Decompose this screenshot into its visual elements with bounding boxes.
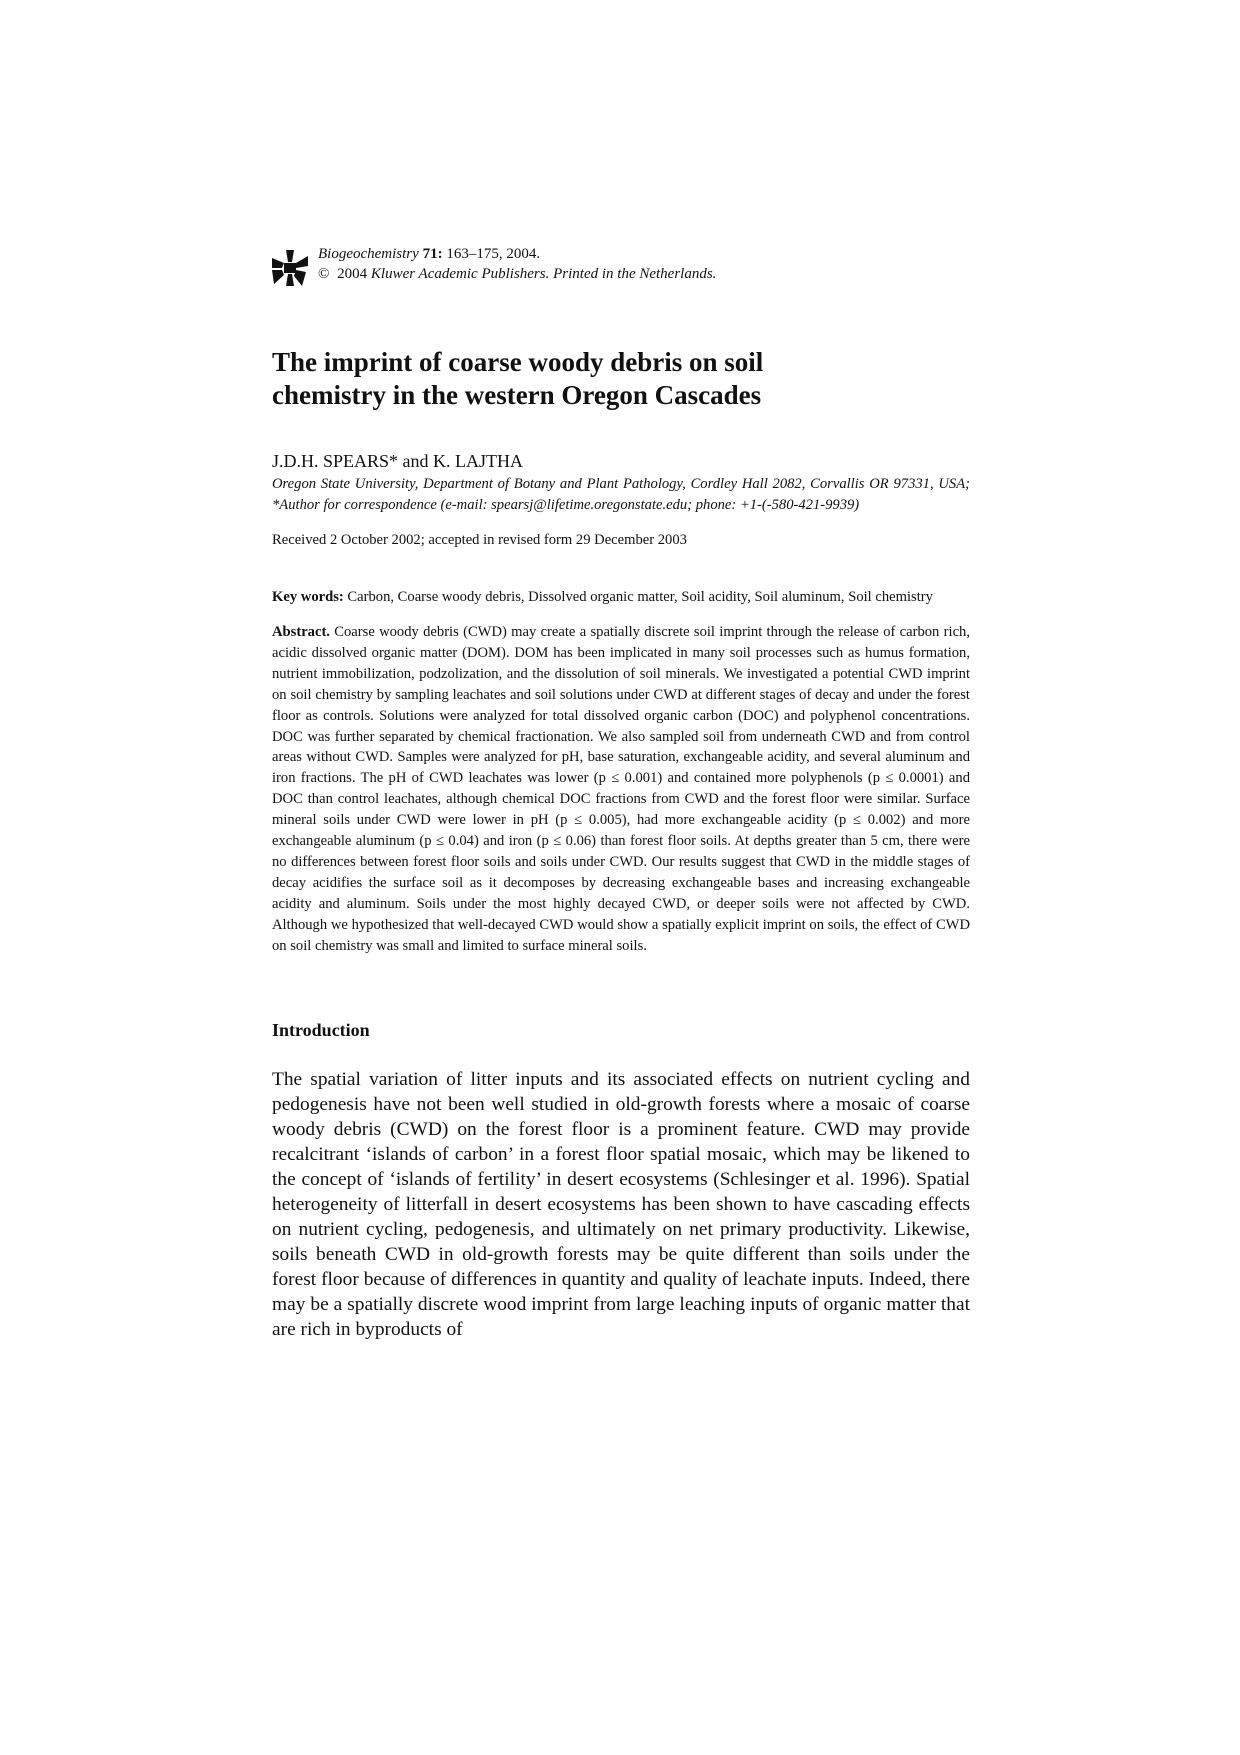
keywords	[272, 587, 970, 608]
author-list: J.D.H. SPEARS* and K. LAJTHA	[272, 451, 524, 471]
journal-pages-year: 163–175, 2004.	[442, 246, 541, 262]
copyright-line	[318, 264, 716, 284]
journal-volume: 71:	[422, 246, 443, 262]
introduction-paragraph: The spatial variation of litter inputs and its associated effects on nutrient cycling and pedogenesis have not been well studied in old-growth forests where a mosaic of coarse woody debris (CWD) on the forest floor is a prominent feature. CWD may provide recalcitrant ‘islands of carbon’ in a forest floor spatial mosaic, which may be likened to the concept of ‘islands of fertility’ in desert ecosystems (Schlesinger et al. 1996). Spatial heterogeneity of litterfall in desert ecosystems has been shown to have cascading effects on nutrient cycling, pedogenesis, and ultimately on net primary productivity. Likewise, soils beneath CWD in old-growth forests may be quite different than soils under the forest floor because of differences in quantity and quality of leachate inputs. Indeed, there may be a spatially discrete wood imprint from large leaching inputs of organic matter that are rich in byproducts of	[272, 1068, 970, 1340]
keywords-text: Carbon, Coarse woody debris, Dissolved organic matter, Soil acidity, Soil aluminum, Soil chemistry	[343, 589, 933, 605]
publisher-line: Kluwer Academic Publishers. Printed in the Netherlands.	[370, 266, 717, 282]
copyright-year: 2004	[333, 266, 371, 282]
citation-line	[318, 244, 716, 264]
journal-header	[272, 244, 970, 304]
journal-name: Biogeochemistry	[318, 246, 419, 262]
keywords-label: Key words:	[272, 589, 344, 605]
journal-citation	[318, 244, 716, 284]
abstract-text: Coarse woody debris (CWD) may create a spatially discrete soil imprint through the release of carbon rich, acidic dissolved organic matter (DOM). DOM has been implicated in many soil processes such as humus formation, nutrient immobilization, podzolization, and the dissolution of soil minerals. We investigated a potential CWD imprint on soil chemistry by sampling leachates and soil solutions under CWD at different stages of decay and under the forest floor as controls. Solutions were analyzed for total dissolved organic carbon (DOC) and polyphenol concentrations. DOC was further separated by chemical fractionation. We also sampled soil from underneath CWD and from control areas without CWD. Samples were analyzed for pH, base saturation, exchangeable acidity, and several aluminum and iron fractions. The pH of CWD leachates was lower (p ≤ 0.001) and contained more polyphenols (p ≤ 0.0001) and DOC than control leachates, although chemical DOC fractions from CWD and the forest floor were similar. Surface mineral soils under CWD were lower in pH (p ≤ 0.005), had more exchangeable acidity (p ≤ 0.002) and more exchangeable aluminum (p ≤ 0.04) and iron (p ≤ 0.06) than forest floor soils. At depths greater than 5 cm, there were no differences between forest floor soils and soils under CWD. Our results suggest that CWD in the middle stages of decay acidifies the surface soil as it decomposes by decreasing exchangeable bases and increasing exchangeable acidity and aluminum. Soils under the most highly decayed CWD, or deeper soils were not affected by CWD. Although we hypothesized that well-decayed CWD would show a spatially explicit imprint on soils, the effect of CWD on soil chemistry was small and limited to surface mineral soils.	[272, 624, 970, 954]
author-affiliation: Oregon State University, Department of Botany and Plant Pathology, Cordley Hall 2082, Corvallis OR 97331, USA; *Author for correspondence (e-mail: spearsj@lifetime.oregonstate.edu; phone: +1-(-580-421-9939)	[272, 476, 970, 513]
introduction-heading: Introduction	[272, 1019, 370, 1040]
article-title: The imprint of coarse woody debris on soil chemistry in the western Oregon Cascades	[272, 347, 764, 410]
received-dates: Received 2 October 2002; accepted in revised form 29 December 2003	[272, 532, 687, 548]
abstract	[272, 622, 970, 957]
copyright-symbol: ©	[318, 266, 330, 282]
article-page	[272, 244, 970, 1361]
publisher-logo-icon	[272, 248, 308, 288]
abstract-label: Abstract.	[272, 624, 330, 640]
